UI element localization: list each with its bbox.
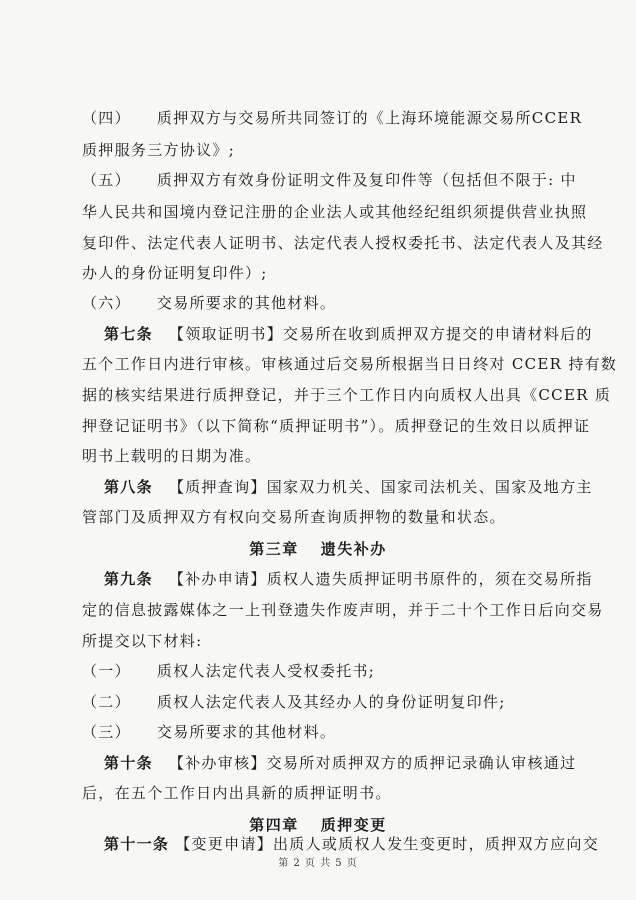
article-7-label: 第七条 bbox=[104, 325, 153, 343]
article-11-text: 【变更申请】出质人或质权人发生变更时，质押双方应向交 bbox=[175, 835, 600, 853]
subitem-1-number: （一） bbox=[82, 662, 131, 680]
article-9-line-3: 所提交以下材料: bbox=[82, 632, 203, 650]
article-7-line-2: 五个工作日内进行审核。审核通过后交易所根据当日日终对 CCER 持有数 bbox=[82, 355, 618, 373]
article-10-label: 第十条 bbox=[104, 754, 153, 772]
item-5-line-1 bbox=[82, 170, 577, 190]
chapter-4-title: 质押变更 bbox=[320, 816, 387, 834]
item-5-text: 质押双方有效身份证明文件及复印件等（包括但不限于: 中 bbox=[156, 171, 577, 189]
item-6-line-1 bbox=[82, 293, 336, 313]
chapter-3-title: 遗失补办 bbox=[320, 540, 387, 558]
item-4-line-1 bbox=[82, 108, 582, 128]
item-6-text: 交易所要求的其他材料。 bbox=[156, 294, 337, 312]
subitem-3-number: （三） bbox=[82, 723, 131, 741]
article-8-line-1 bbox=[104, 477, 593, 497]
subitem-3-text: 交易所要求的其他材料。 bbox=[156, 723, 337, 741]
article-9-line-2: 定的信息披露媒体之一上刊登遗失作废声明，并于二十个工作日后向交易 bbox=[82, 601, 604, 619]
article-7-line-1 bbox=[104, 324, 593, 344]
chapter-3-heading bbox=[0, 539, 636, 559]
subitem-2-text: 质权人法定代表人及其经办人的身份证明复印件; bbox=[156, 693, 506, 711]
article-7-line-5: 明书上载明的日期为准。 bbox=[82, 447, 262, 465]
article-7-line-4: 押登记证明书》（以下简称“质押证明书”）。质押登记的生效日以质押证 bbox=[82, 417, 591, 435]
article-7-text: 【领取证明书】交易所在收到质押双方提交的申请材料后的 bbox=[168, 325, 593, 343]
item-4-number: （四） bbox=[82, 109, 131, 127]
article-9-subitem-2 bbox=[82, 692, 506, 712]
chapter-3-number: 第三章 bbox=[249, 540, 299, 558]
item-5-number: （五） bbox=[82, 171, 131, 189]
article-10-line-2: 后，在五个工作日内出具新的质押证明书。 bbox=[82, 784, 392, 802]
article-11-label: 第十一条 bbox=[104, 835, 170, 853]
item-5-line-3: 复印件、法定代表人证明书、法定代表人授权委托书、法定代表人及其经 bbox=[82, 234, 604, 252]
article-10-text: 【补办审核】交易所对质押双方的质押记录确认审核通过 bbox=[168, 754, 577, 772]
page-footer: 第 2 页 共 5 页 bbox=[278, 858, 358, 869]
article-7-line-3: 据的核实结果进行质押登记，并于三个工作日内向质权人出具《CCER 质 bbox=[82, 386, 612, 404]
item-5-line-2: 华人民共和国境内登记注册的企业法人或其他经纪组织须提供营业执照 bbox=[82, 203, 588, 221]
article-8-label: 第八条 bbox=[104, 478, 153, 496]
item-4-text: 质押双方与交易所共同签订的《上海环境能源交易所CCER bbox=[156, 109, 583, 127]
article-9-text: 【补办申请】质权人遗失质押证明书原件的，须在交易所指 bbox=[168, 570, 593, 588]
article-8-text: 【质押查询】国家双力机关、国家司法机关、国家及地方主 bbox=[168, 478, 593, 496]
chapter-4-number: 第四章 bbox=[249, 816, 299, 834]
article-11-line-1 bbox=[104, 834, 599, 854]
item-4-line-2: 质押服务三方协议》; bbox=[82, 141, 236, 159]
subitem-2-number: （二） bbox=[82, 693, 131, 711]
article-10-line-1 bbox=[104, 753, 576, 773]
article-9-subitem-3 bbox=[82, 722, 336, 742]
article-8-line-2: 管部门及质押双方有权向交易所查询质押物的数量和状态。 bbox=[82, 508, 506, 526]
article-9-label: 第九条 bbox=[104, 570, 153, 588]
item-5-line-4: 办人的身份证明复印件）; bbox=[82, 264, 268, 282]
chapter-4-heading bbox=[0, 815, 636, 835]
subitem-1-text: 质权人法定代表人受权委托书; bbox=[156, 662, 376, 680]
item-6-number: （六） bbox=[82, 294, 131, 312]
article-9-line-1 bbox=[104, 569, 593, 589]
article-9-subitem-1 bbox=[82, 661, 375, 681]
